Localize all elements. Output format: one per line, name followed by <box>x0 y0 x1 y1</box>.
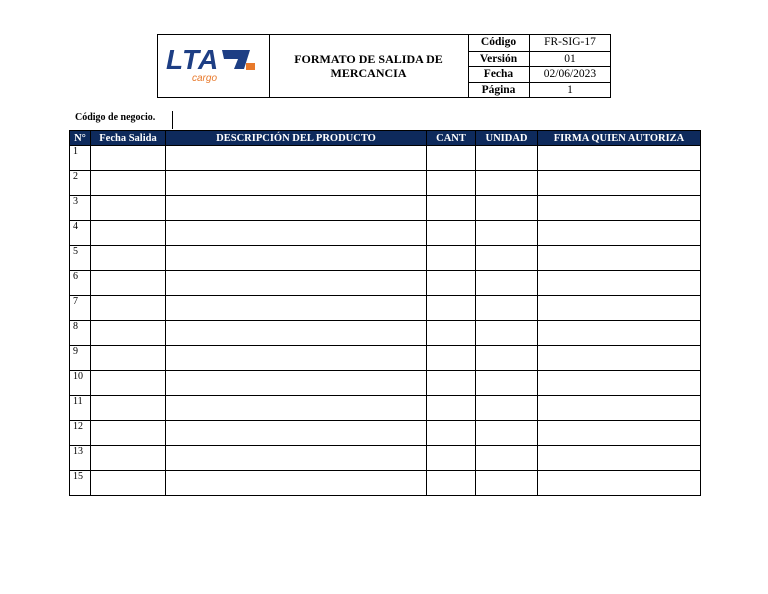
exit-date-cell[interactable] <box>91 296 166 321</box>
unit-cell[interactable] <box>476 371 538 396</box>
business-code-label: Código de negocio. <box>75 112 156 123</box>
row-number: 10 <box>70 371 91 396</box>
row-number: 13 <box>70 446 91 471</box>
form-header <box>157 34 611 98</box>
meta-value: 1 <box>567 83 573 96</box>
row-number: 11 <box>70 396 91 421</box>
exit-date-cell[interactable] <box>91 146 166 171</box>
quantity-cell[interactable] <box>427 321 476 346</box>
description-cell[interactable] <box>166 171 427 196</box>
table-row <box>70 446 701 471</box>
title-cell <box>269 35 469 97</box>
table-row <box>70 296 701 321</box>
exit-date-cell[interactable] <box>91 396 166 421</box>
row-number: 5 <box>70 246 91 271</box>
exit-date-cell[interactable] <box>91 421 166 446</box>
quantity-cell[interactable] <box>427 196 476 221</box>
exit-date-cell[interactable] <box>91 321 166 346</box>
signature-cell[interactable] <box>538 446 701 471</box>
signature-cell[interactable] <box>538 146 701 171</box>
unit-cell[interactable] <box>476 171 538 196</box>
col-authorizer-signature: FIRMA QUIEN AUTORIZA <box>538 131 701 146</box>
exit-date-cell[interactable] <box>91 446 166 471</box>
description-cell[interactable] <box>166 196 427 221</box>
description-cell[interactable] <box>166 471 427 496</box>
meta-value: 02/06/2023 <box>543 68 597 80</box>
signature-cell[interactable] <box>538 221 701 246</box>
row-number: 1 <box>70 146 91 171</box>
row-number: 6 <box>70 271 91 296</box>
exit-date-cell[interactable] <box>91 471 166 496</box>
table-row <box>70 221 701 246</box>
quantity-cell[interactable] <box>427 371 476 396</box>
meta-value: 01 <box>564 52 576 65</box>
description-cell[interactable] <box>166 321 427 346</box>
signature-cell[interactable] <box>538 421 701 446</box>
description-cell[interactable] <box>166 296 427 321</box>
table-row <box>70 146 701 171</box>
table-row <box>70 421 701 446</box>
signature-cell[interactable] <box>538 471 701 496</box>
output-table <box>69 130 701 496</box>
signature-cell[interactable] <box>538 171 701 196</box>
signature-cell[interactable] <box>538 321 701 346</box>
description-cell[interactable] <box>166 371 427 396</box>
table-row <box>70 271 701 296</box>
exit-date-cell[interactable] <box>91 221 166 246</box>
quantity-cell[interactable] <box>427 146 476 171</box>
quantity-cell[interactable] <box>427 421 476 446</box>
unit-cell[interactable] <box>476 396 538 421</box>
lta-cargo-logo <box>164 45 262 85</box>
exit-date-cell[interactable] <box>91 346 166 371</box>
meta-label: Código <box>468 35 530 51</box>
signature-cell[interactable] <box>538 371 701 396</box>
signature-cell[interactable] <box>538 296 701 321</box>
row-number: 4 <box>70 221 91 246</box>
meta-row-code <box>468 35 610 51</box>
row-number: 8 <box>70 321 91 346</box>
table-row <box>70 346 701 371</box>
unit-cell[interactable] <box>476 271 538 296</box>
business-code-divider <box>172 111 173 129</box>
unit-cell[interactable] <box>476 471 538 496</box>
table-header-row <box>70 131 701 146</box>
signature-cell[interactable] <box>538 246 701 271</box>
form-title: FORMATO DE SALIDA DE MERCANCIA <box>294 52 443 80</box>
quantity-cell[interactable] <box>427 346 476 371</box>
description-cell[interactable] <box>166 396 427 421</box>
description-cell[interactable] <box>166 446 427 471</box>
description-cell[interactable] <box>166 421 427 446</box>
quantity-cell[interactable] <box>427 221 476 246</box>
row-number: 9 <box>70 346 91 371</box>
quantity-cell[interactable] <box>427 271 476 296</box>
svg-text:LTA: LTA <box>166 45 220 75</box>
unit-cell[interactable] <box>476 321 538 346</box>
col-number: N° <box>70 131 91 146</box>
row-number: 3 <box>70 196 91 221</box>
table-row <box>70 246 701 271</box>
description-cell[interactable] <box>166 246 427 271</box>
col-unit: UNIDAD <box>476 131 538 146</box>
table-row <box>70 171 701 196</box>
unit-cell[interactable] <box>476 296 538 321</box>
meta-label: Fecha <box>468 67 530 82</box>
unit-cell[interactable] <box>476 196 538 221</box>
signature-cell[interactable] <box>538 396 701 421</box>
exit-date-cell[interactable] <box>91 246 166 271</box>
signature-cell[interactable] <box>538 271 701 296</box>
quantity-cell[interactable] <box>427 446 476 471</box>
exit-date-cell[interactable] <box>91 196 166 221</box>
meta-value: FR-SIG-17 <box>544 36 596 48</box>
row-number: 2 <box>70 171 91 196</box>
unit-cell[interactable] <box>476 221 538 246</box>
meta-label: Página <box>468 83 530 98</box>
col-description: DESCRIPCIÓN DEL PRODUCTO <box>166 131 427 146</box>
table-row <box>70 321 701 346</box>
quantity-cell[interactable] <box>427 296 476 321</box>
unit-cell[interactable] <box>476 146 538 171</box>
meta-row-version <box>468 51 610 67</box>
quantity-cell[interactable] <box>427 471 476 496</box>
quantity-cell[interactable] <box>427 396 476 421</box>
unit-cell[interactable] <box>476 446 538 471</box>
table-row <box>70 396 701 421</box>
table-row <box>70 471 701 496</box>
unit-cell[interactable] <box>476 246 538 271</box>
quantity-cell[interactable] <box>427 171 476 196</box>
row-number: 7 <box>70 296 91 321</box>
unit-cell[interactable] <box>476 421 538 446</box>
svg-text:cargo: cargo <box>192 73 218 84</box>
exit-date-cell[interactable] <box>91 271 166 296</box>
row-number: 12 <box>70 421 91 446</box>
signature-cell[interactable] <box>538 346 701 371</box>
meta-row-page <box>468 82 610 98</box>
row-number: 15 <box>70 471 91 496</box>
meta-label: Versión <box>468 52 530 67</box>
description-cell[interactable] <box>166 271 427 296</box>
description-cell[interactable] <box>166 146 427 171</box>
meta-table <box>468 35 610 97</box>
quantity-cell[interactable] <box>427 246 476 271</box>
exit-date-cell[interactable] <box>91 371 166 396</box>
logo-cell <box>158 35 270 97</box>
signature-cell[interactable] <box>538 196 701 221</box>
description-cell[interactable] <box>166 346 427 371</box>
description-cell[interactable] <box>166 221 427 246</box>
meta-row-date <box>468 66 610 82</box>
unit-cell[interactable] <box>476 346 538 371</box>
col-exit-date: Fecha Salida <box>91 131 166 146</box>
exit-date-cell[interactable] <box>91 171 166 196</box>
table-row <box>70 371 701 396</box>
col-quantity: CANT <box>427 131 476 146</box>
table-row <box>70 196 701 221</box>
